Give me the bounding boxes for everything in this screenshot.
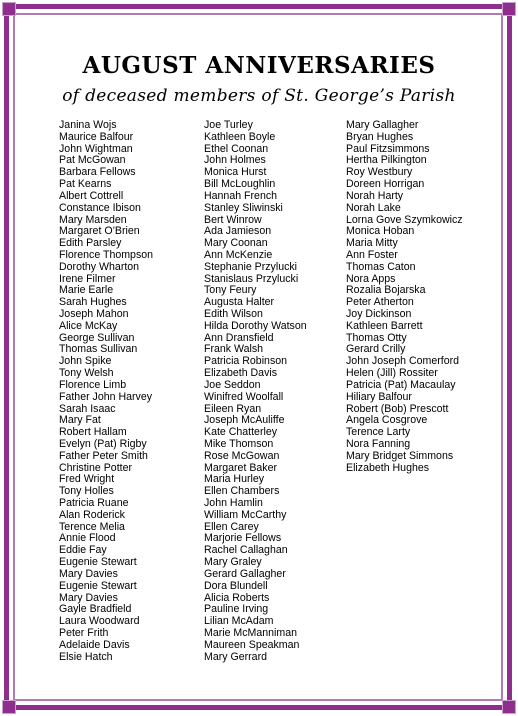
name-entry: Norah Harty bbox=[346, 189, 404, 202]
name-entry: Father John Harvey bbox=[59, 390, 153, 403]
name-entry: Margaret Baker bbox=[204, 461, 278, 474]
name-entry: Elizabeth Davis bbox=[204, 367, 278, 380]
name-entry: Peter Frith bbox=[59, 626, 109, 639]
name-entry: Joseph Mahon bbox=[59, 308, 129, 320]
name-entry: Monica Hurst bbox=[204, 166, 267, 179]
name-entry: Constance Ibison bbox=[59, 201, 141, 214]
name-entry: Maria Mitty bbox=[346, 237, 398, 250]
name-entry: Stanislaus Przylucki bbox=[204, 272, 299, 285]
name-entry: Dora Blundell bbox=[204, 579, 268, 592]
name-entry: John Spike bbox=[59, 355, 112, 368]
name-entry: Nora Apps bbox=[346, 272, 396, 285]
name-entry: Pat Kearns bbox=[59, 178, 112, 191]
name-entry: Helen (Jill) Rossiter bbox=[346, 367, 438, 380]
name-entry: Mary Gallagher bbox=[346, 119, 419, 131]
name-entry: Florence Thompson bbox=[59, 248, 154, 261]
name-entry: Tony Holles bbox=[59, 485, 114, 498]
name-entry: Albert Cottrell bbox=[59, 189, 124, 202]
name-entry: Marjorie Fellows bbox=[204, 532, 282, 545]
name-entry: Eddie Fay bbox=[59, 544, 107, 557]
name-entry: Robert Hallam bbox=[59, 426, 127, 439]
name-entry: Nora Fanning bbox=[346, 437, 411, 450]
name-entry: Joy Dickinson bbox=[346, 308, 412, 320]
name-entry: Evelyn (Pat) Rigby bbox=[59, 437, 147, 450]
name-entry: Hilda Dorothy Watson bbox=[204, 319, 307, 332]
name-entry: Ethel Coonan bbox=[204, 142, 269, 155]
name-entry: Sarah Hughes bbox=[59, 296, 127, 309]
name-entry: Father Peter Smith bbox=[59, 449, 148, 462]
name-entry: Dorothy Wharton bbox=[59, 260, 140, 273]
name-entry: Thomas Sullivan bbox=[59, 343, 138, 356]
name-entry: Edith Parsley bbox=[59, 237, 122, 250]
name-entry: Joe Turley bbox=[204, 119, 253, 131]
name-entry: Marie Earle bbox=[59, 284, 114, 297]
name-entry: Paul Fitzsimmons bbox=[346, 142, 430, 155]
name-entry: Hiliary Balfour bbox=[346, 390, 412, 403]
name-entry: Bryan Hughes bbox=[346, 130, 414, 143]
name-entry: Eugenie Stewart bbox=[59, 579, 137, 592]
name-entry: Adelaide Davis bbox=[59, 638, 130, 651]
name-entry: Ann Dransfield bbox=[204, 331, 274, 344]
name-entry: Elizabeth Hughes bbox=[346, 461, 430, 474]
name-entry: Barbara Fellows bbox=[59, 166, 136, 179]
name-entry: Alice McKay bbox=[59, 319, 118, 332]
name-entry: Bill McLoughlin bbox=[204, 178, 276, 191]
name-entry: Alan Roderick bbox=[59, 508, 125, 521]
name-entry: Annie Flood bbox=[59, 532, 116, 545]
name-entry: Sarah Isaac bbox=[59, 402, 116, 415]
name-entry: Maria Hurley bbox=[204, 473, 265, 486]
name-entry: Marie McManniman bbox=[204, 626, 298, 639]
page-subtitle: of deceased members of St. George’s Parish bbox=[62, 86, 456, 106]
name-entry: Mary Gerrard bbox=[204, 650, 267, 663]
name-entry: Tony Welsh bbox=[59, 367, 114, 380]
name-entry: Pauline Irving bbox=[204, 603, 269, 616]
name-entry: Mary Bridget Simmons bbox=[346, 449, 454, 462]
name-entry: Kate Chatterley bbox=[204, 426, 278, 439]
name-entry: Pat McGowan bbox=[59, 154, 126, 167]
name-entry: Lorna Gove Szymkowicz bbox=[346, 213, 463, 226]
name-entry: Mary Marsden bbox=[59, 213, 127, 226]
name-entry: Angela Cosgrove bbox=[346, 414, 428, 427]
name-entry: Rose McGowan bbox=[204, 449, 280, 462]
name-entry: John Wightman bbox=[59, 142, 133, 155]
name-entry: Mary Davies bbox=[59, 591, 118, 604]
name-entry: Lilian McAdam bbox=[204, 615, 274, 628]
name-entry: Patricia Robinson bbox=[204, 355, 288, 368]
name-entry: Terence Melia bbox=[59, 520, 125, 533]
name-entry: Hertha Pilkington bbox=[346, 154, 427, 167]
name-entry: Florence Limb bbox=[59, 378, 127, 391]
name-entry: Joe Seddon bbox=[204, 378, 261, 391]
name-entry: Mary Davies bbox=[59, 567, 118, 580]
name-entry: Ada Jamieson bbox=[204, 225, 272, 238]
name-entry: William McCarthy bbox=[204, 508, 287, 521]
name-entry: Elsie Hatch bbox=[59, 650, 113, 663]
name-entry: Frank Walsh bbox=[204, 343, 264, 356]
name-entry: John Joseph Comerford bbox=[346, 355, 460, 368]
name-entry: Patricia Ruane bbox=[59, 497, 129, 509]
name-entry: Stephanie Przylucki bbox=[204, 260, 298, 273]
name-entry: Ellen Carey bbox=[204, 520, 259, 533]
name-entry: Augusta Halter bbox=[204, 296, 275, 309]
name-entry: Janina Wojs bbox=[59, 119, 117, 131]
corner-ornament-top-left bbox=[2, 2, 16, 16]
name-entry: Fred Wright bbox=[59, 473, 115, 486]
name-entry: Ann Foster bbox=[346, 248, 398, 261]
name-entry: Joseph McAuliffe bbox=[204, 414, 285, 427]
name-entry: Patricia (Pat) Macaulay bbox=[346, 378, 456, 391]
name-entry: Doreen Horrigan bbox=[346, 178, 425, 191]
name-entry: Roy Westbury bbox=[346, 166, 413, 179]
name-entry: George Sullivan bbox=[59, 331, 135, 344]
name-entry: Eugenie Stewart bbox=[59, 556, 137, 569]
name-entry: Mary Graley bbox=[204, 556, 262, 569]
name-entry: Rozalia Bojarska bbox=[346, 284, 426, 297]
name-entry: Christine Potter bbox=[59, 461, 133, 474]
name-entry: Monica Hoban bbox=[346, 225, 415, 238]
name-entry: Gayle Bradfield bbox=[59, 603, 132, 616]
name-entry: Kathleen Boyle bbox=[204, 130, 276, 143]
name-entry: Mike Thomson bbox=[204, 437, 274, 450]
name-entry: Thomas Otty bbox=[346, 331, 407, 344]
name-entry: Gerard Gallagher bbox=[204, 567, 286, 580]
name-entry: Maureen Speakman bbox=[204, 638, 300, 651]
name-entry: Alicia Roberts bbox=[204, 591, 270, 604]
name-entry: Mary Fat bbox=[59, 414, 101, 427]
corner-ornament-bottom-left bbox=[2, 700, 16, 714]
name-entry: Mary Coonan bbox=[204, 237, 268, 250]
page-title: AUGUST ANNIVERSARIES bbox=[82, 52, 436, 79]
name-entry: Stanley Sliwinski bbox=[204, 201, 283, 214]
name-entry: John Holmes bbox=[204, 154, 266, 167]
name-entry: Tony Feury bbox=[204, 284, 257, 297]
name-entry: Norah Lake bbox=[346, 201, 401, 214]
corner-ornament-bottom-right bbox=[502, 700, 516, 714]
name-entry: Robert (Bob) Prescott bbox=[346, 402, 449, 415]
name-entry: Maurice Balfour bbox=[59, 130, 134, 143]
name-entry: Hannah French bbox=[204, 189, 278, 202]
name-entry: Winifred Woolfall bbox=[204, 390, 284, 403]
name-entry: Irene Filmer bbox=[59, 272, 116, 285]
name-entry: Eileen Ryan bbox=[204, 402, 262, 415]
name-entry: Peter Atherton bbox=[346, 296, 414, 309]
name-entry: Ellen Chambers bbox=[204, 485, 280, 498]
name-entry: John Hamlin bbox=[204, 497, 263, 509]
name-entry: Thomas Caton bbox=[346, 260, 416, 273]
name-entry: Ann McKenzie bbox=[204, 248, 273, 261]
names-column-3 bbox=[346, 120, 463, 474]
name-entry: Gerard Crilly bbox=[346, 343, 406, 356]
name-entry: Laura Woodward bbox=[59, 615, 140, 628]
name-entry: Margaret O’Brien bbox=[59, 225, 140, 238]
names-column-1 bbox=[59, 120, 153, 663]
name-entry: Kathleen Barrett bbox=[346, 319, 423, 332]
name-entry: Terence Larty bbox=[346, 426, 411, 439]
name-entry: Edith Wilson bbox=[204, 308, 263, 320]
name-entry: Bert Winrow bbox=[204, 213, 262, 226]
name-entry: Rachel Callaghan bbox=[204, 544, 288, 557]
corner-ornament-top-right bbox=[502, 2, 516, 16]
names-column-2 bbox=[204, 120, 307, 663]
